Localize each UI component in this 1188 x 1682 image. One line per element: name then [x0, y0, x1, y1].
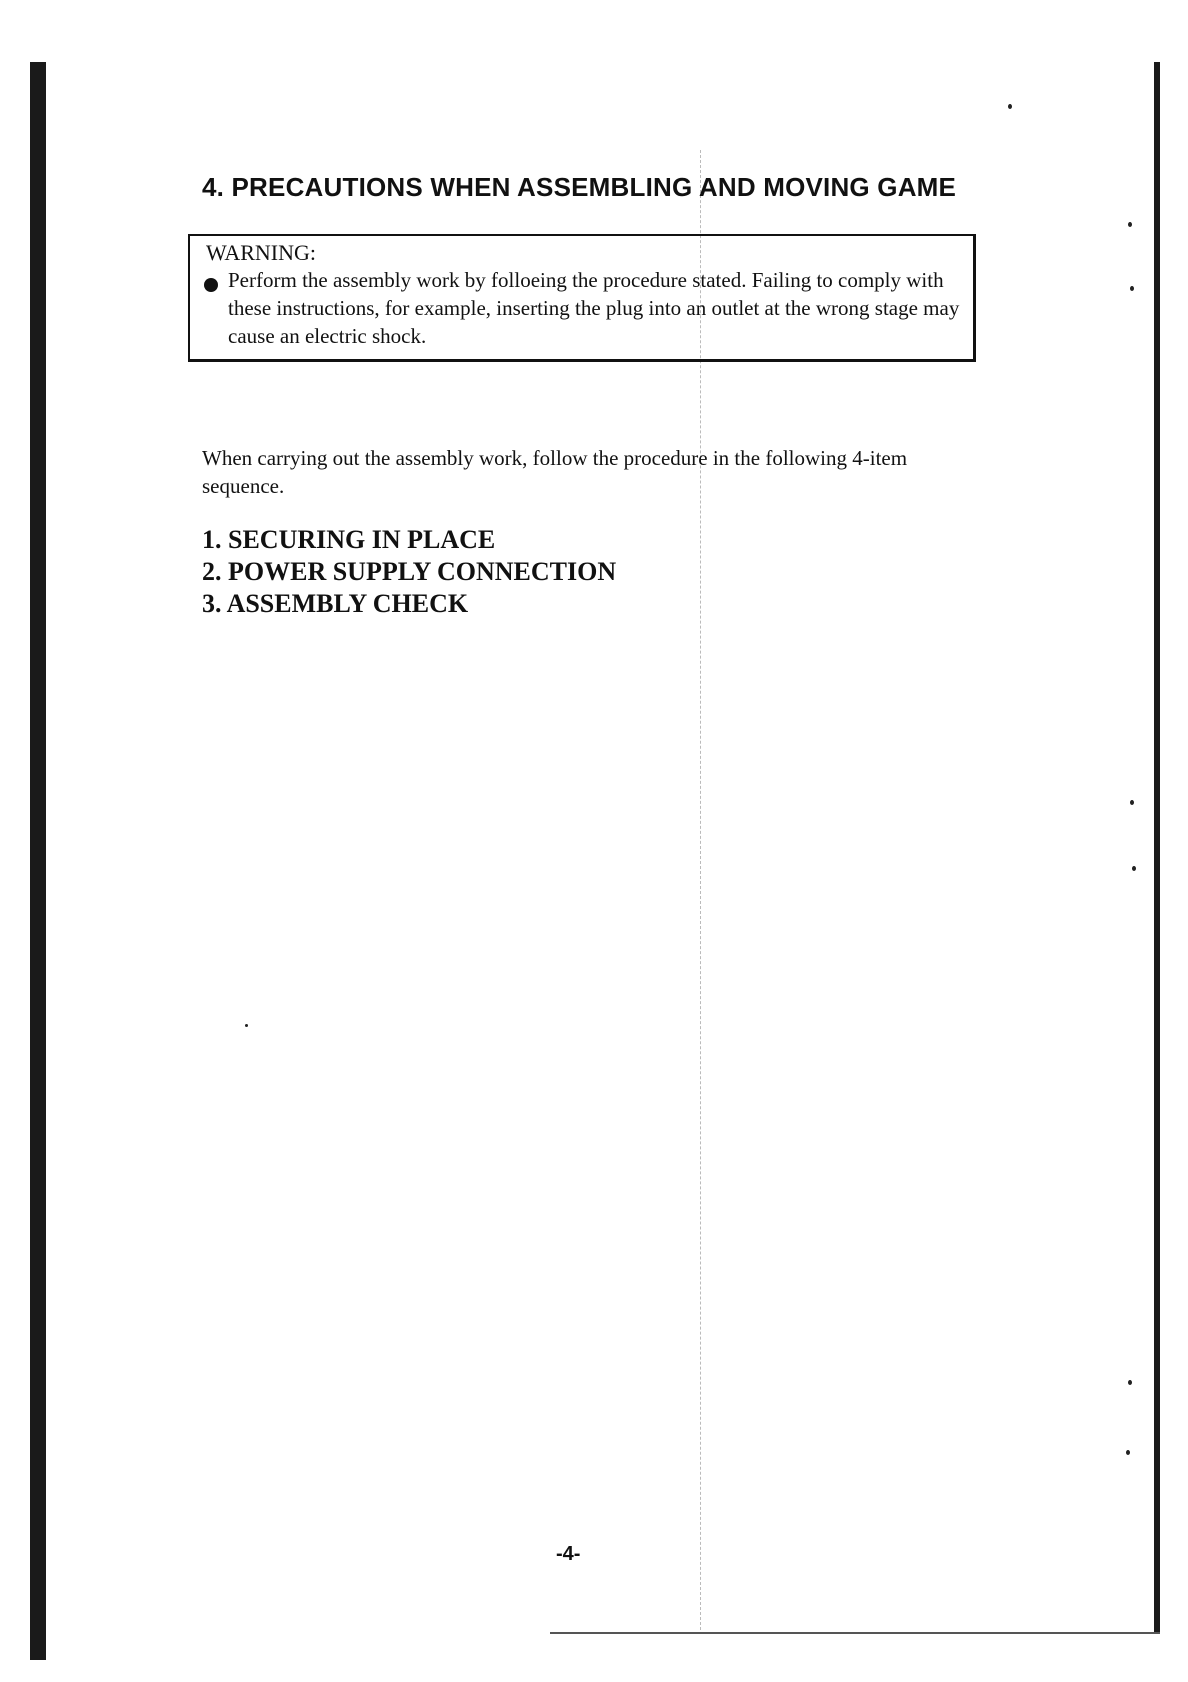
scan-border-left [30, 62, 46, 1660]
scan-speck [1008, 104, 1012, 109]
fold-line [700, 150, 701, 1630]
scan-speck [1132, 866, 1136, 871]
page-number: -4- [556, 1543, 581, 1565]
scan-border-bottom [550, 1632, 1160, 1634]
bullet-icon [204, 278, 218, 292]
scan-speck [1130, 800, 1134, 805]
step-power-supply-connection: 2. POWER SUPPLY CONNECTION [202, 557, 617, 586]
warning-box [188, 234, 976, 362]
section-title: 4. PRECAUTIONS WHEN ASSEMBLING AND MOVING GAME [202, 172, 957, 202]
scan-speck [1130, 286, 1134, 291]
warning-text: Perform the assembly work by folloeing the procedure stated. Failing to comply with these instructions, for example, inserting the plug into an outlet at the wrong stage may cause an electric shock. [228, 268, 960, 348]
scan-speck [1128, 222, 1132, 227]
step-assembly-check: 3. ASSEMBLY CHECK [202, 589, 469, 618]
scan-speck [1128, 1380, 1132, 1385]
step-securing-in-place: 1. SECURING IN PLACE [202, 525, 496, 554]
intro-paragraph: When carrying out the assembly work, follow the procedure in the following 4-item sequence. [202, 446, 908, 498]
scan-border-right [1154, 62, 1160, 1634]
scan-speck [1126, 1450, 1130, 1455]
scan-speck [245, 1024, 248, 1027]
assembly-steps-list [202, 524, 616, 620]
warning-heading: WARNING: [206, 240, 316, 265]
